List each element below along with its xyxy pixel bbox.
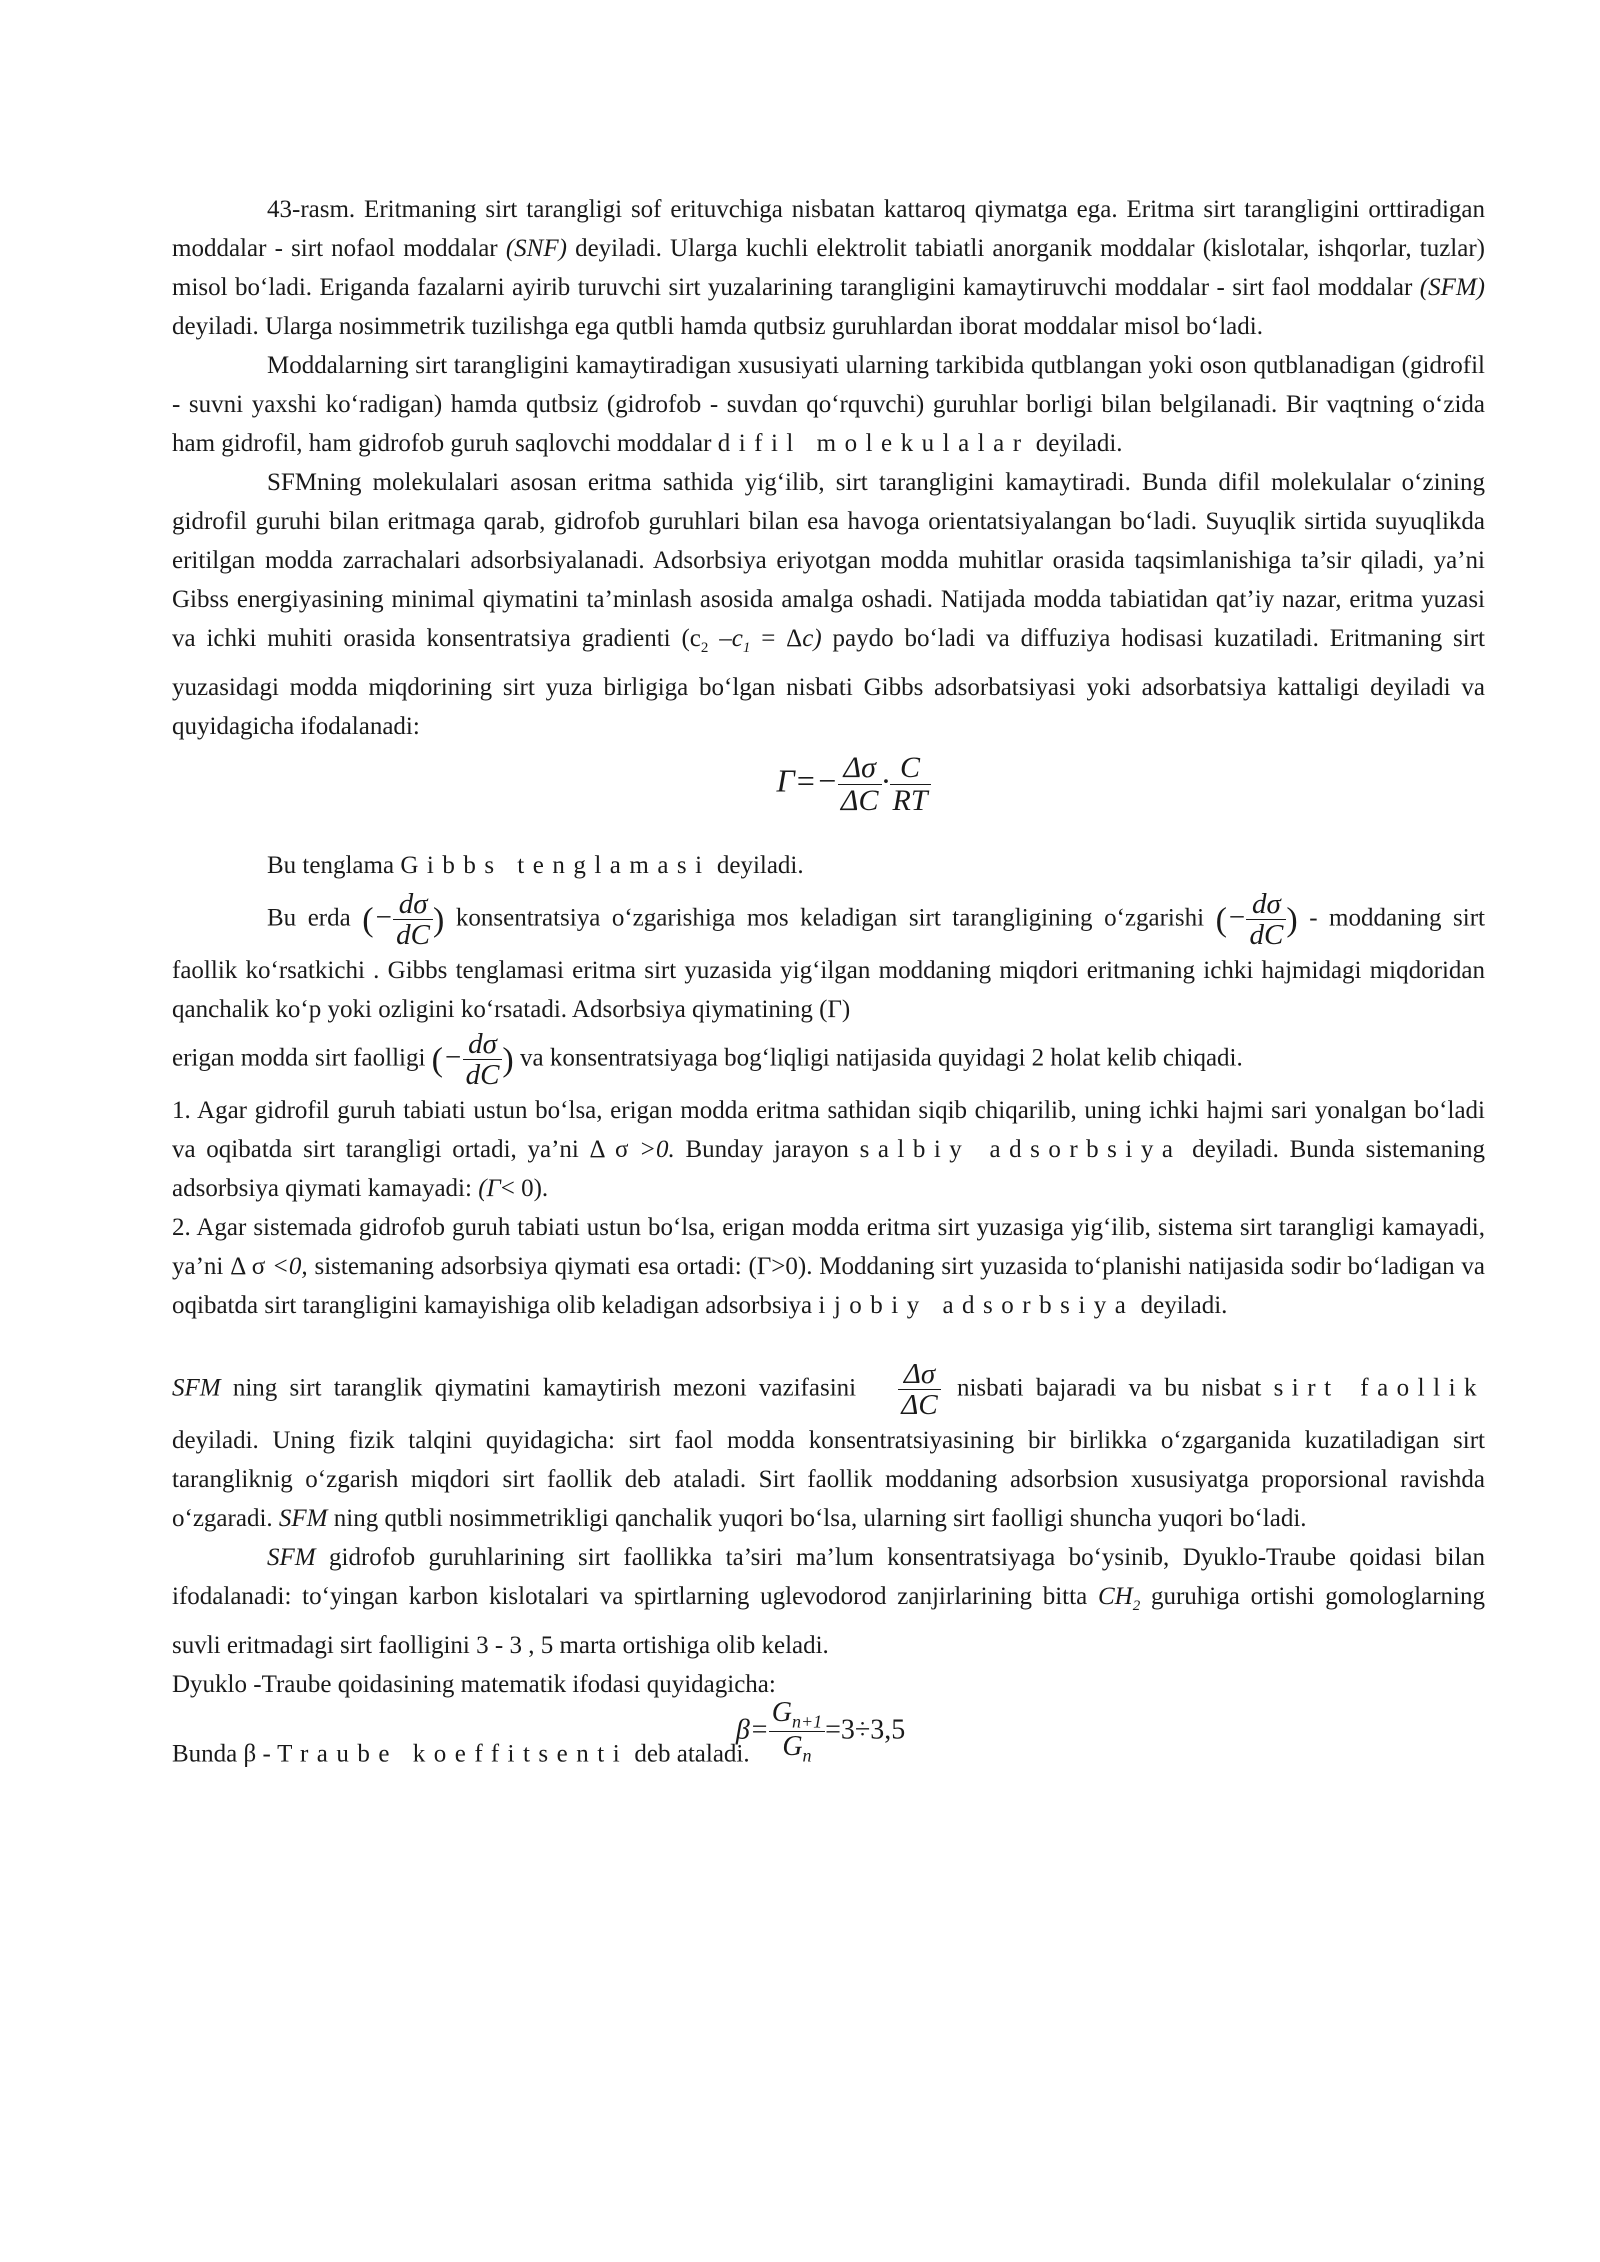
denominator: ΔC	[901, 1389, 938, 1422]
numerator: dσ	[1246, 889, 1286, 920]
surface-activity-fraction: (− $\frac{d\sigma}{dC}$ )	[1215, 888, 1298, 952]
text: = Δ	[750, 625, 803, 652]
denominator: ΔC	[840, 783, 879, 817]
text: deyiladi.	[710, 852, 804, 879]
text: Moddalarning sirt tarangligini kamaytiradigan xususiyati ularning tarkibida qutblangan yoki oson qutblanadigan (gidrofil - suvni yaxshi ko‘radigan) hamda qutbsiz (gidrofob - suvdan qo‘rquvchi) guruhlar borligi bilan belgilanadi. Bir vaqtning o‘zida ham gidrofil, ham gidrofob guruh saqlovchi moddalar	[172, 352, 1485, 457]
minus-sign: −	[442, 1041, 463, 1074]
subscript: n+1	[791, 1711, 823, 1732]
text: –	[708, 625, 732, 652]
text: deb ataladi.	[628, 1740, 750, 1768]
text: paydo bo‘ladi va diffuziya hodisasi kuzatiladi. Eritmaning sirt yuzasidagi modda miqdorining sirt yuza birligiga bo‘lgan nisbati Gibbs adsorbatsiyasi yoki adsorbatsiya kattaligi deyiladi va quyidagicha ifodalanadi:	[172, 625, 1485, 740]
fraction	[838, 752, 882, 816]
paragraph-5	[172, 889, 1485, 1029]
fraction	[890, 752, 931, 816]
abbr-sfm: SFM	[172, 1374, 221, 1402]
fraction	[393, 889, 433, 951]
abbr-sfm: (SFM)	[1419, 274, 1485, 301]
fraction	[1246, 889, 1286, 951]
numerator: Δσ	[898, 1359, 940, 1390]
symbol: c	[731, 625, 743, 652]
text: 43-rasm. Eritmaning sirt tarangligi sof erituvchiga nisbatan kattaroq qiymatga ega. Eritma sirt tarangligini orttiradigan moddalar - sirt nofaol moddalar	[172, 196, 1485, 262]
fraction	[463, 1029, 503, 1091]
text: Bu tenglama	[267, 852, 401, 879]
paragraph-1	[172, 190, 1485, 346]
paragraph-4	[172, 846, 1485, 885]
equation-lhs: Γ=−	[776, 762, 838, 799]
text: deyiladi. Ularga kuchli elektrolit tabiatli anorganik moddalar (kislotalar, ishqorlar, tuzlar) misol bo‘ladi. Eriganda fazalarni ayirib turuvchi sirt yuzalarining tarangligini kamaytiruvchi moddalar - sirt faol moddalar	[172, 235, 1485, 301]
text: 2. Agar sistemada gidrofob guruh tabiati ustun bo‘lsa, erigan modda eritma sirt yuzasiga yig‘ilib, sistema sirt tarangligi kamayadi, ya’ni Δ σ	[172, 1213, 1485, 1280]
text: ning sirt taranglik qiymatini kamaytirish mezoni vazifasini	[220, 1374, 857, 1402]
term-difil-molekulalar: difil molekulalar	[717, 430, 1030, 457]
symbol: >0.	[639, 1135, 675, 1163]
text: erigan modda sirt faolligi	[172, 1044, 426, 1072]
document-page	[172, 190, 1485, 1790]
subscript: 2	[700, 640, 709, 656]
text: deyiladi. Ularga nosimmetrik tuzilishga ega qutbli hamda qutbsiz guruhlardan iborat moddalar misol bo‘ladi.	[172, 313, 1263, 340]
formula: CH	[1097, 1582, 1133, 1610]
paragraph-6	[172, 1029, 1485, 1091]
equation-lhs: β=	[735, 1714, 769, 1746]
fraction	[898, 1359, 940, 1421]
paragraph-10	[172, 1538, 1485, 1665]
symbol: c)	[802, 625, 822, 652]
equation-rhs: =3÷3,5	[825, 1714, 906, 1746]
text: gidrofob guruhlarining sirt faollikka ta’siri ma’lum konsentratsiyaga bo‘ysinib, Dyuklo-Traube qoidasi bilan ifodalanadi: to‘yingan karbon kislotalari va spirtlarning uglevodorod zanjirlarining bitta	[172, 1543, 1485, 1610]
text: konsentratsiya o‘zgarishiga mos keladigan sirt tarangligining o‘zgarishi	[455, 904, 1205, 932]
text: SFMning molekulalari asosan eritma sathida yig‘ilib, sirt tarangligini kamaytiradi. Bunda difil molekulalar o‘zining gidrofil guruhi bilan eritmaga qarab, gidrofob guruhlari bilan esa havoga orientatsiyalangan bo‘ladi. Suyuqlik sirtida suyuqlikda eritilgan modda zarrachalari adsorbsiyalanadi. Adsorbsiya eriyotgan modda muhitlar orasida taqsimlanishiga ta’sir qiladi, ya’ni Gibss energiyasining minimal qiymatini ta’minlash asosida amalga oshadi. Natijada modda tabiatidan qat’iy nazar, eritma yuzasi va ichki muhiti orasida konsentratsiya gradienti (c	[172, 469, 1485, 652]
paragraph-2	[172, 346, 1485, 463]
gibbs-equation	[222, 752, 1485, 816]
text: deyiladi.	[1029, 430, 1123, 457]
symbol: <0,	[272, 1252, 308, 1280]
term-ijobiy-adsorbsiya: ijobiy adsorbsiya	[818, 1291, 1135, 1319]
text: Bunda β -	[172, 1740, 278, 1768]
text: Bu erda	[267, 904, 351, 932]
numerator: dσ	[393, 889, 433, 920]
numerator	[769, 1698, 825, 1732]
traube-equation	[736, 1698, 905, 1766]
numerator: dσ	[463, 1029, 503, 1060]
text: Bunday jarayon	[674, 1135, 860, 1163]
text: < 0).	[500, 1174, 549, 1202]
subscript: 2	[1132, 1597, 1141, 1614]
text: - moddaning sirt faollik ko‘rsatkichi . Gibbs tenglamasi eritma sirt yuzasida yig‘ilgan moddaning miqdori eritmaning ichki hajmidagi miqdoridan qanchalik ko‘p yoki ozligini ko‘rsatadi. Adsorbsiya qiymatining (Γ)	[172, 904, 1486, 1023]
text: ning qutbli nosimmetrikligi qanchalik yuqori bo‘lsa, ularning sirt faolligi shuncha yuqori bo‘ladi.	[327, 1504, 1307, 1532]
text: nisbati bajaradi va bu nisbat	[956, 1374, 1274, 1402]
numerator: Δσ	[838, 752, 882, 785]
paragraph-9	[172, 1359, 1485, 1538]
text: sistemaning adsorbsiya qiymati esa ortadi: (Γ>0). Moddaning sirt yuzasida to‘planishi natijasida sodir bo‘ladigan va oqibatda sirt tarangligini kamayishiga olib keladigan adsorbsiya	[172, 1252, 1485, 1319]
text: Dyuklo -Traube qoidasining matematik ifodasi quyidagicha:	[172, 1670, 776, 1698]
surface-activity-fraction: (− $\frac{d\sigma}{dC}$ )	[362, 888, 445, 952]
g-symbol: G	[782, 1731, 803, 1763]
abbr-sfm: SFM	[267, 1543, 316, 1571]
text: deyiladi. Bunda sistemaning adsorbsiya qiymati kamayadi:	[172, 1135, 1486, 1202]
subscript: 1	[742, 640, 751, 656]
subscript: n	[802, 1745, 812, 1766]
term-sirt-faollik: sirt faollik	[1273, 1374, 1486, 1402]
abbr-snf: (SNF)	[505, 235, 567, 262]
g-symbol: G	[771, 1696, 792, 1728]
text: 1. Agar gidrofil guruh tabiati ustun bo‘lsa, erigan modda eritma sathidan siqib chiqarilib, uning ichki hajmi sari yonalgan bo‘ladi va oqibatda sirt tarangligi ortadi, ya’ni Δ σ	[172, 1096, 1485, 1163]
minus-sign: −	[1226, 901, 1247, 934]
term-traube-koeffitsenti: Traube koeffitsenti	[277, 1740, 629, 1768]
denominator	[769, 1732, 825, 1765]
paragraph-3	[172, 463, 1485, 746]
text: va konsentratsiyaga bog‘liqligi natijasida quyidagi 2 holat kelib chiqadi.	[519, 1044, 1243, 1072]
dot-operator: ·	[881, 762, 890, 799]
text: guruhiga ortishi gomologlarning suvli eritmadagi sirt faolligini 3 - 3 , 5 marta ortishiga olib keladi.	[172, 1582, 1485, 1659]
paragraph-8	[172, 1208, 1485, 1325]
symbol: (Γ	[478, 1174, 501, 1202]
text: deyiladi. Uning fizik talqini quyidagicha: sirt faol modda konsentratsiyasining bir birlikka o‘zgarganida kuzatiladigan sirt tarangliknig o‘zgarish miqdori sirt faollik deb ataladi. Sirt faollik moddaning adsorbsion xususiyatga proporsional ravishda o‘zgaradi.	[172, 1426, 1485, 1532]
denominator: dC	[396, 919, 431, 952]
abbr-sfm: SFM	[278, 1504, 328, 1532]
minus-sign: −	[373, 901, 394, 934]
term-gibbs-tenglamasi: Gibbs tenglamasi	[400, 852, 711, 879]
term-salbiy-adsorbsiya: salbiy adsorbsiya	[859, 1135, 1182, 1163]
denominator: dC	[465, 1059, 500, 1092]
surface-activity-fraction: (− $\frac{d\sigma}{dC}$ )	[431, 1027, 514, 1092]
numerator: C	[890, 752, 931, 785]
denominator: dC	[1249, 919, 1284, 952]
surface-activity-ratio	[898, 1359, 940, 1421]
paragraph-12	[172, 1696, 1485, 1790]
paragraph-7	[172, 1091, 1485, 1208]
denominator: RT	[892, 783, 928, 817]
text: deyiladi.	[1134, 1291, 1228, 1319]
fraction	[769, 1698, 825, 1766]
